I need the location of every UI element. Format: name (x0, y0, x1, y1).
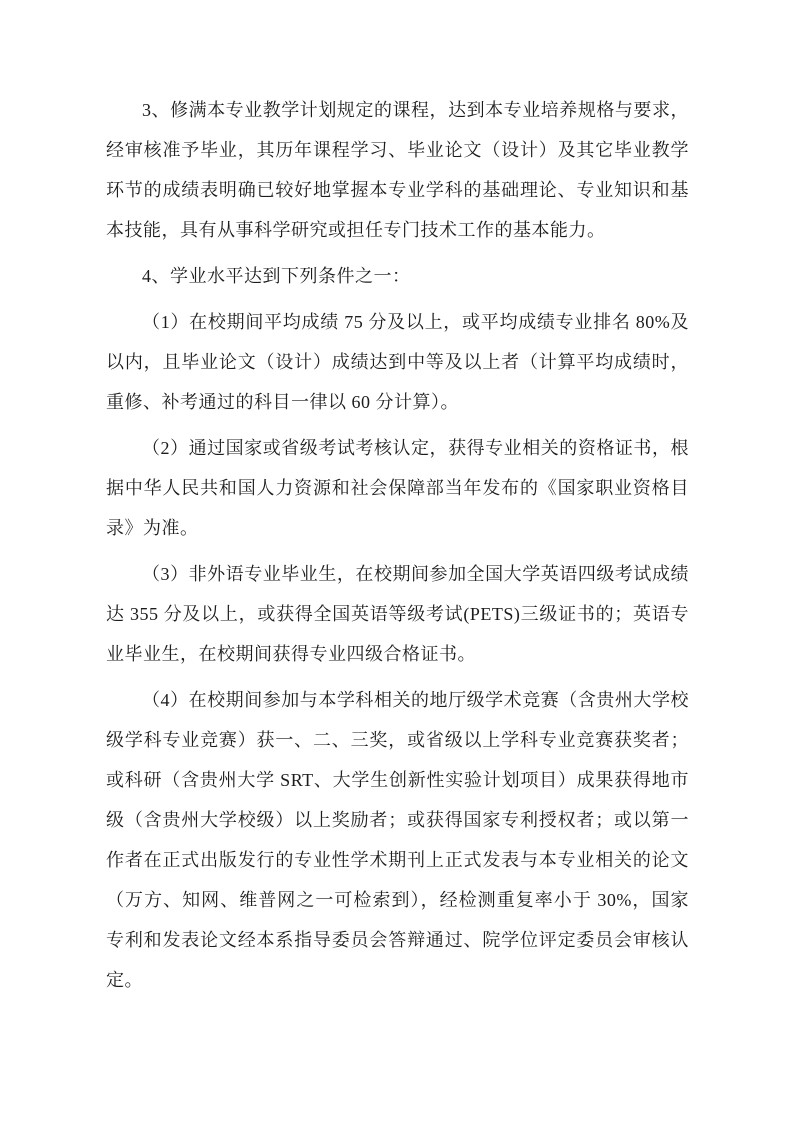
paragraph-condition-1-average-score: （1）在校期间平均成绩 75 分及以上，或平均成绩专业排名 80%及以内，且毕业论文（设计）成绩达到中等及以上者（计算平均成绩时，重修、补考通过的科目一律以 60 分计算）。 (106, 312, 689, 412)
paragraph-condition-2-qualification-certificate: （2）通过国家或省级考试考核认定，获得专业相关的资格证书，根据中华人民共和国人力资源和社会保障部当年发布的《国家职业资格目录》为准。 (106, 438, 689, 538)
document-body (106, 90, 689, 1000)
paragraph-4-academic-level-heading: 4、学业水平达到下列条件之一： (142, 266, 411, 286)
paragraph-condition-4-competition-research: （4）在校期间参加与本学科相关的地厅级学术竞赛（含贵州大学校级学科专业竞赛）获一、二、三奖，或省级以上学科专业竞赛获奖者；或科研（含贵州大学 SRT、大学生创新性实验计划项目）成果获得地市级（含贵州大学校级）以上奖励者；或获得国家专利授权者；或以第一作者在正式出版发行的专业性学术期刊上正式发表与本专业相关的论文（万方、知网、维普网之一可检索到），经检测重复率小于 30%，国家专利和发表论文经本系指导委员会答辩通过、院学位评定委员会审核认定。 (106, 690, 689, 990)
paragraph-condition-3-english-test: （3）非外语专业毕业生，在校期间参加全国大学英语四级考试成绩达 355 分及以上，或获得全国英语等级考试(PETS)三级证书的；英语专业毕业生，在校期间获得专业四级合格证书。 (106, 564, 689, 664)
paragraph-3-course-completion: 3、修满本专业教学计划规定的课程，达到本专业培养规格与要求，经审核准予毕业，其历年课程学习、毕业论文（设计）及其它毕业教学环节的成绩表明确已较好地掌握本专业学科的基础理论、专业知识和基本技能，具有从事科学研究或担任专门技术工作的基本能力。 (106, 100, 689, 240)
